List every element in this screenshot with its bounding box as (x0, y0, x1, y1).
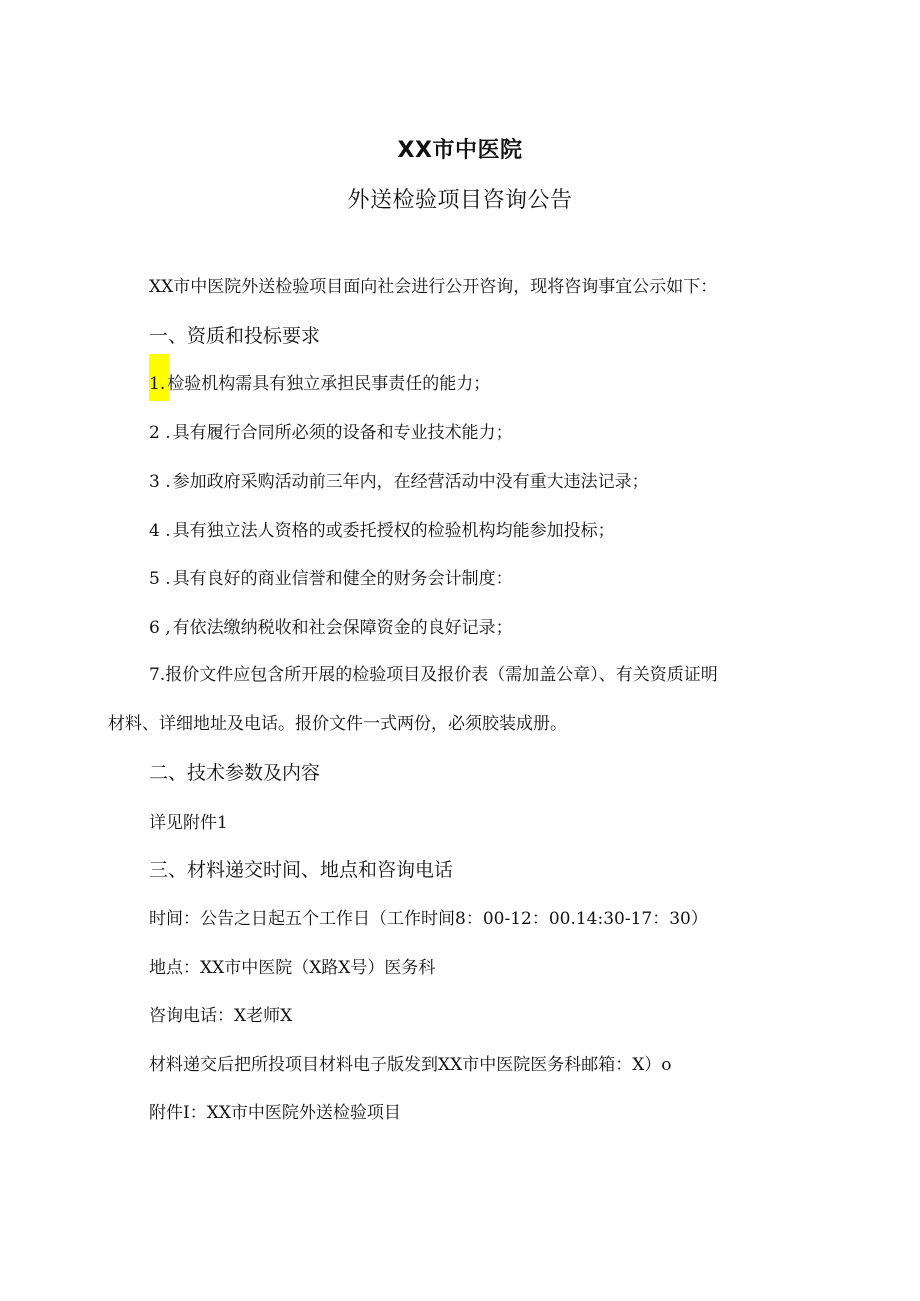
item-number: 5 . (149, 569, 171, 589)
document-subtitle: 外送检验项目咨询公告 (347, 188, 573, 213)
intro-paragraph: XX市中医院外送检验项目面向社会进行公开咨询，现将咨询事宜公示如下： (149, 277, 718, 297)
item-text: 检验机构需具有独立承担民事责任的能力； (167, 374, 491, 394)
item-text: 具有良好的商业信誉和健全的财务会计制度： (172, 569, 513, 589)
requirement-item-4 (149, 519, 615, 543)
item-number: 1. (149, 374, 166, 394)
item-text: 有依法缴纳税收和社会保障资金的良好记录； (172, 618, 513, 638)
document-title: XX市中医院 (397, 138, 523, 163)
requirement-item-1 (149, 372, 490, 396)
submission-email: 材料递交后把所投项目材料电子版发到XX市中医院医务科邮箱：X）o (149, 1055, 672, 1075)
item-number: 6 , (149, 618, 171, 638)
contact-phone: 咨询电话：X老师X (149, 1006, 293, 1026)
requirement-item-3 (149, 470, 649, 494)
requirement-item-7-line1: 7.报价文件应包含所开展的检验项目及报价表（需加盖公章）、有关资质证明 (149, 665, 718, 685)
requirement-item-7-line2: 材料、详细地址及电话。报价文件一式两份，必须胶装成册。 (108, 714, 567, 734)
attachment-note: 附件I：XX市中医院外送检验项目 (149, 1103, 401, 1123)
item-text: 参加政府采购活动前三年内，在经营活动中没有重大违法记录； (172, 472, 649, 492)
item-text: 具有独立法人资格的或委托授权的检验机构均能参加投标； (172, 521, 615, 541)
section-heading-qualifications: 一、资质和投标要求 (149, 325, 321, 347)
technical-details-text: 详见附件1 (149, 813, 228, 833)
requirement-item-5 (149, 567, 513, 591)
section-heading-technical: 二、技术参数及内容 (149, 762, 321, 784)
item-number: 2 . (149, 423, 171, 443)
item-number: 3 . (149, 472, 171, 492)
item-number: 4 . (149, 521, 171, 541)
requirement-item-2 (149, 421, 513, 445)
item-text: 具有履行合同所必须的设备和专业技术能力； (172, 423, 513, 443)
submission-place: 地点：XX市中医院（X路X号）医务科 (149, 958, 436, 978)
submission-time: 时间：公告之日起五个工作日（工作时间8：00-12：00.14:30-17：30） (149, 909, 708, 929)
requirement-item-6 (149, 616, 513, 640)
section-heading-submission: 三、材料递交时间、地点和咨询电话 (149, 859, 454, 881)
